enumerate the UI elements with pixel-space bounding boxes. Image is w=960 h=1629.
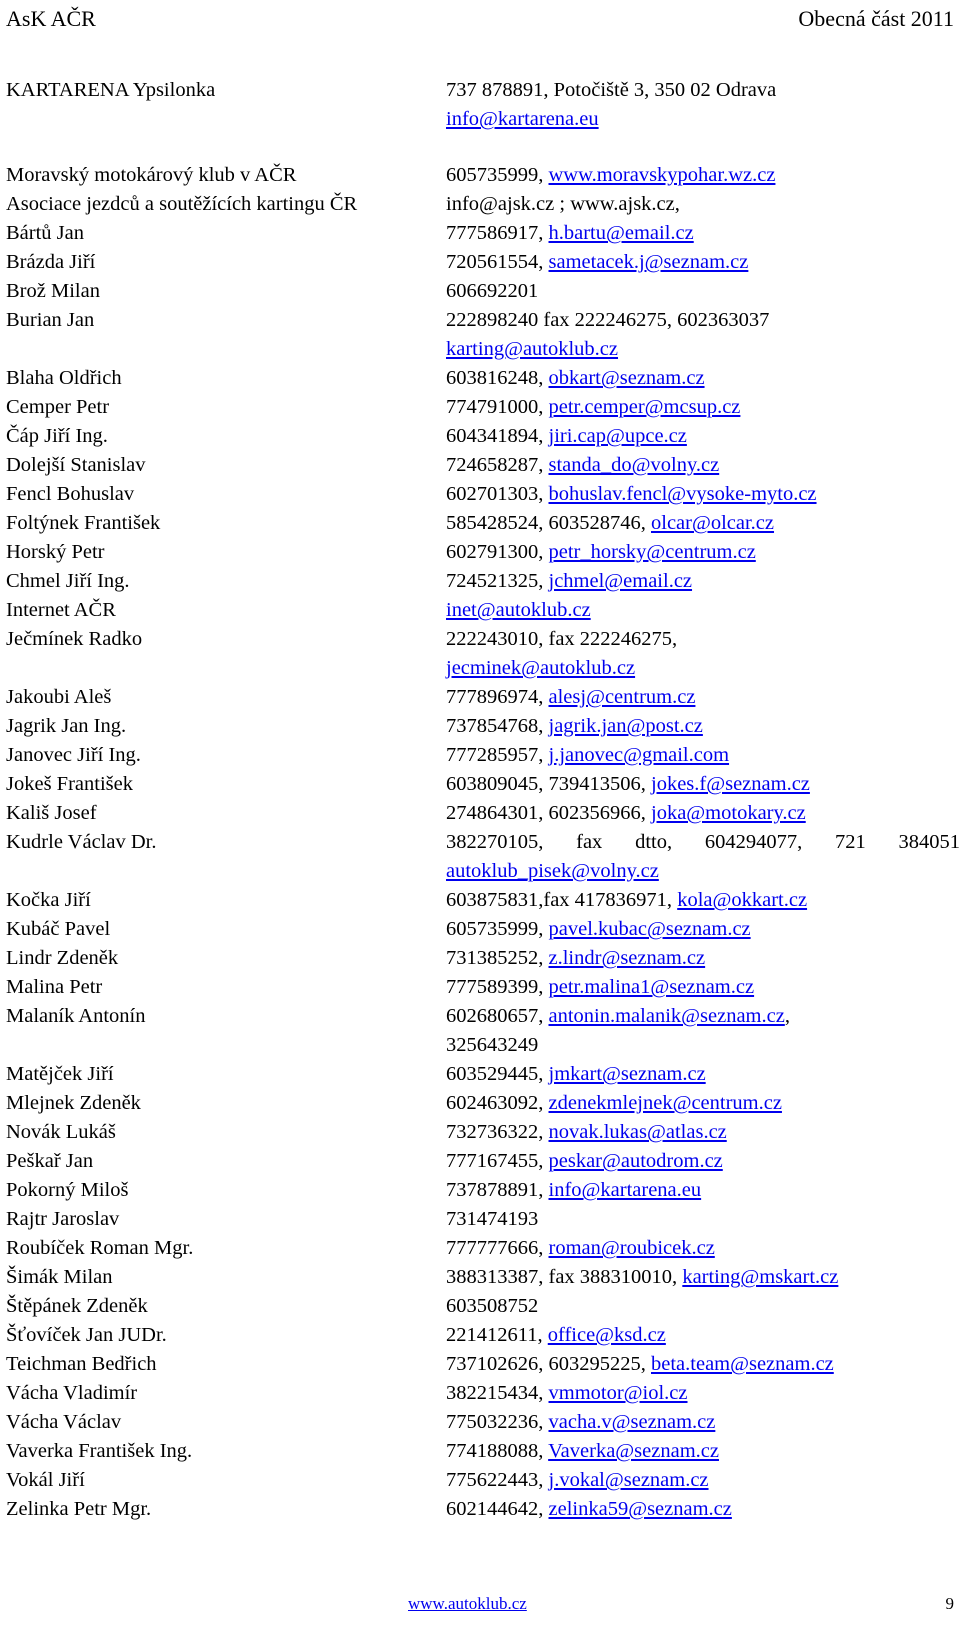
contact-name: Blaha Oldřich (6, 367, 122, 389)
contact-detail-line (446, 1205, 960, 1234)
contact-details (446, 1089, 960, 1118)
contact-detail-line (446, 828, 960, 857)
contact-name: Roubíček Roman Mgr. (6, 1237, 194, 1259)
contact-link[interactable]: sametacek.j@seznam.cz (548, 251, 749, 273)
contact-link[interactable]: zelinka59@seznam.cz (548, 1498, 732, 1520)
contact-name: Brázda Jiří (6, 251, 96, 273)
contact-name: Jagrik Jan Ing. (6, 715, 127, 737)
contact-row (0, 1089, 960, 1118)
contact-name: Kubáč Pavel (6, 918, 111, 940)
contact-text: 774791000, (446, 396, 549, 418)
contact-detail-line (446, 1002, 960, 1031)
contact-text: 604341894, (446, 425, 549, 447)
contact-link[interactable]: z.lindr@seznam.cz (548, 947, 706, 969)
contact-details (446, 1292, 960, 1321)
contact-details (446, 538, 960, 567)
contact-detail-line (446, 1379, 960, 1408)
contact-text: 606692201 (446, 280, 539, 302)
contact-link[interactable]: jecminek@autoklub.cz (446, 657, 636, 679)
contact-details (446, 1321, 960, 1350)
contact-text: 724521325, (446, 570, 549, 592)
contact-details (446, 364, 960, 393)
contact-row (0, 1263, 960, 1292)
contact-text: 605735999, (446, 918, 549, 940)
contact-text: 737854768, (446, 715, 549, 737)
contact-text: 382215434, (446, 1382, 549, 1404)
contact-row (0, 509, 960, 538)
contact-details (446, 190, 960, 219)
contact-link[interactable]: info@kartarena.eu (446, 108, 599, 130)
contact-link[interactable]: info@kartarena.eu (548, 1179, 702, 1201)
contact-name: Šimák Milan (6, 1266, 113, 1288)
header-right-title: Obecná část 2011 (798, 6, 954, 31)
contact-detail-line (446, 1118, 960, 1147)
contact-link[interactable]: novak.lukas@atlas.cz (548, 1121, 727, 1143)
contact-link[interactable]: jokes.f@seznam.cz (651, 773, 810, 795)
contact-detail-line (446, 857, 960, 886)
contact-detail-line (446, 105, 960, 134)
contact-details (446, 306, 960, 364)
contact-row (0, 1321, 960, 1350)
contact-details (446, 1060, 960, 1089)
contact-detail-line (446, 277, 960, 306)
contact-detail-line (446, 799, 960, 828)
contact-details (446, 973, 960, 1002)
contact-text: dtto, (635, 831, 673, 853)
contact-name: Novák Lukáš (6, 1121, 116, 1143)
contact-details (446, 480, 960, 509)
contact-text: 602463092, (446, 1092, 549, 1114)
contact-text: 775032236, (446, 1411, 549, 1433)
contact-row (0, 1495, 960, 1524)
contact-detail-line (446, 1292, 960, 1321)
contact-details (446, 741, 960, 770)
contact-link[interactable]: olcar@olcar.cz (651, 512, 775, 534)
contact-detail-line (446, 538, 960, 567)
contact-row (0, 886, 960, 915)
contact-link[interactable]: jagrik.jan@post.cz (548, 715, 703, 737)
contact-row (0, 944, 960, 973)
contact-row (0, 1408, 960, 1437)
contact-text: 777167455, (446, 1150, 549, 1172)
contact-name: Pokorný Miloš (6, 1179, 129, 1201)
contact-details (446, 1350, 960, 1379)
contact-text: 603529445, (446, 1063, 549, 1085)
contact-detail-line (446, 1234, 960, 1263)
contact-details (446, 770, 960, 799)
contact-detail-line (446, 712, 960, 741)
contact-name: Štěpánek Zdeněk (6, 1295, 148, 1317)
contact-details (446, 915, 960, 944)
contact-link[interactable]: bohuslav.fencl@vysoke-myto.cz (548, 483, 817, 505)
contact-detail-line (446, 248, 960, 277)
contact-detail-line (446, 1060, 960, 1089)
contact-details (446, 1205, 960, 1234)
contact-name: Kališ Josef (6, 802, 97, 824)
contact-link[interactable]: jiri.cap@upce.cz (548, 425, 687, 447)
contact-text: , (784, 1005, 790, 1027)
contact-text: 274864301, 602356966, (446, 802, 651, 824)
contact-name: Internet AČR (6, 599, 116, 621)
contact-name: Matějček Jiří (6, 1063, 114, 1085)
contact-link[interactable]: jmkart@seznam.cz (548, 1063, 706, 1085)
contact-details (446, 886, 960, 915)
header-left-title: AsK AČR (6, 6, 96, 31)
contact-row (0, 1002, 960, 1060)
contact-detail-line (446, 451, 960, 480)
page-number: 9 (945, 1594, 954, 1613)
contact-details (446, 509, 960, 538)
contact-row (0, 480, 960, 509)
contact-row (0, 915, 960, 944)
contact-text: 388313387, fax 388310010, (446, 1266, 683, 1288)
contact-text: 325643249 (446, 1034, 539, 1056)
contact-details (446, 422, 960, 451)
contact-link[interactable]: vmmotor@iol.cz (548, 1382, 688, 1404)
contact-detail-line (446, 915, 960, 944)
contact-name: Moravský motokárový klub v AČR (6, 164, 297, 186)
contact-link[interactable]: jchmel@email.cz (548, 570, 693, 592)
contact-details (446, 219, 960, 248)
contact-details (446, 393, 960, 422)
contact-text: 604294077, (704, 831, 803, 853)
contact-row (0, 1147, 960, 1176)
contact-name: Rajtr Jaroslav (6, 1208, 120, 1230)
contact-detail-line (446, 190, 960, 219)
contact-row (0, 190, 960, 219)
contact-link[interactable]: peskar@autodrom.cz (548, 1150, 723, 1172)
contact-details (446, 277, 960, 306)
contact-text: 737 878891, Potočiště 3, 350 02 Odrava (446, 79, 777, 101)
contact-details (446, 1002, 960, 1060)
contact-row (0, 538, 960, 567)
contact-row (0, 219, 960, 248)
contact-details (446, 1408, 960, 1437)
contact-text: 775622443, (446, 1469, 549, 1491)
contact-details (446, 451, 960, 480)
contact-text: 602791300, (446, 541, 549, 563)
contact-row (0, 76, 960, 134)
contact-text: 731385252, (446, 947, 549, 969)
contact-link[interactable]: joka@motokary.cz (651, 802, 806, 824)
contact-name: Dolejší Stanislav (6, 454, 146, 476)
contact-detail-line (446, 1147, 960, 1176)
contact-detail-line (446, 973, 960, 1002)
contact-link[interactable]: vacha.v@seznam.cz (548, 1411, 716, 1433)
contact-name: Jakoubi Aleš (6, 686, 112, 708)
footer-url-link[interactable]: www.autoklub.cz (408, 1594, 527, 1613)
contact-text: 777285957, (446, 744, 549, 766)
contact-details (446, 596, 960, 625)
contact-name: Brož Milan (6, 280, 100, 302)
contact-details (446, 161, 960, 190)
contact-link[interactable]: petr_horsky@centrum.cz (548, 541, 756, 563)
contact-text: fax (576, 831, 603, 853)
contact-link[interactable]: karting@autoklub.cz (446, 338, 619, 360)
contact-details (446, 1147, 960, 1176)
contact-name: Foltýnek František (6, 512, 161, 534)
contact-row (0, 683, 960, 712)
contact-row (0, 364, 960, 393)
contact-text: info@ajsk.cz ; www.ajsk.cz, (446, 193, 680, 215)
contact-detail-line (446, 422, 960, 451)
contact-text: 732736322, (446, 1121, 549, 1143)
contact-details (446, 567, 960, 596)
contact-link[interactable]: karting@mskart.cz (682, 1266, 839, 1288)
contact-details (446, 1495, 960, 1524)
contact-name: Horský Petr (6, 541, 105, 563)
contact-row (0, 741, 960, 770)
page-header (6, 6, 954, 36)
contact-link[interactable]: petr.cemper@mcsup.cz (548, 396, 741, 418)
contact-link[interactable]: petr.malina1@seznam.cz (548, 976, 755, 998)
contact-detail-line (446, 76, 960, 105)
contact-details (446, 1437, 960, 1466)
contact-text: 603508752 (446, 1295, 539, 1317)
contact-detail-line (446, 886, 960, 915)
contact-row (0, 1379, 960, 1408)
contact-detail-line (446, 625, 960, 654)
contact-text: 603875831,fax 417836971, (446, 889, 678, 911)
contact-row (0, 1466, 960, 1495)
contact-row (0, 277, 960, 306)
contact-details (446, 1118, 960, 1147)
contact-row (0, 1350, 960, 1379)
contact-details (446, 1379, 960, 1408)
contact-detail-line (446, 1321, 960, 1350)
contact-link[interactable]: j.vokal@seznam.cz (548, 1469, 709, 1491)
contact-detail-line (446, 654, 960, 683)
contact-name: Čáp Jiří Ing. (6, 425, 108, 447)
contact-text: 724658287, (446, 454, 549, 476)
contact-row (0, 306, 960, 364)
contact-name: Jokeš František (6, 773, 133, 795)
contact-text: 731474193 (446, 1208, 539, 1230)
contact-text: 737878891, (446, 1179, 549, 1201)
contact-detail-line (446, 1408, 960, 1437)
contact-row (0, 1060, 960, 1089)
contact-row (0, 973, 960, 1002)
contact-text: 605735999, (446, 164, 549, 186)
contact-detail-line (446, 335, 960, 364)
contact-row (0, 1205, 960, 1234)
contact-detail-line (446, 944, 960, 973)
contact-details (446, 625, 960, 683)
contact-name: Vokál Jiří (6, 1469, 85, 1491)
contact-details (446, 828, 960, 886)
contact-details (446, 683, 960, 712)
contact-detail-line (446, 1089, 960, 1118)
contact-detail-line (446, 1437, 960, 1466)
contact-row (0, 1118, 960, 1147)
contact-name: Kudrle Václav Dr. (6, 831, 157, 853)
contact-detail-line (446, 596, 960, 625)
contact-link[interactable]: beta.team@seznam.cz (651, 1353, 834, 1375)
contact-detail-line (446, 393, 960, 422)
contact-link[interactable]: obkart@seznam.cz (548, 367, 705, 389)
contact-name: Janovec Jiří Ing. (6, 744, 141, 766)
contact-list (0, 76, 960, 1524)
contact-name: Asociace jezdců a soutěžících kartingu ČR (6, 193, 358, 215)
contact-row (0, 625, 960, 683)
contact-details (446, 76, 960, 134)
contact-link[interactable]: antonin.malanik@seznam.cz (548, 1005, 785, 1027)
contact-name: Malina Petr (6, 976, 103, 998)
contact-text: 777586917, (446, 222, 549, 244)
contact-text: 737102626, 603295225, (446, 1353, 651, 1375)
contact-text: 221412611, (446, 1324, 548, 1346)
contact-name: Bártů Jan (6, 222, 84, 244)
contact-row (0, 1437, 960, 1466)
contact-row (0, 770, 960, 799)
contact-text: 602144642, (446, 1498, 549, 1520)
contact-detail-line (446, 1176, 960, 1205)
contact-name: Vaverka František Ing. (6, 1440, 193, 1462)
contact-row (0, 1234, 960, 1263)
contact-row (0, 567, 960, 596)
contact-detail-line (446, 1031, 960, 1060)
contact-text: 222898240 fax 222246275, 602363037 (446, 309, 770, 331)
contact-name: Lindr Zdeněk (6, 947, 119, 969)
contact-name: Teichman Bedřich (6, 1353, 157, 1375)
contact-link[interactable]: autoklub_pisek@volny.cz (446, 860, 659, 882)
contact-detail-line (446, 1466, 960, 1495)
contact-text: 384051 (898, 831, 960, 853)
section-spacer (0, 134, 960, 161)
contact-link[interactable]: standa_do@volny.cz (548, 454, 720, 476)
contact-link[interactable]: zdenekmlejnek@centrum.cz (548, 1092, 782, 1114)
contact-detail-line (446, 219, 960, 248)
contact-name: Chmel Jiří Ing. (6, 570, 130, 592)
contact-details (446, 1263, 960, 1292)
contact-name: Peškař Jan (6, 1150, 94, 1172)
contact-name: Cemper Petr (6, 396, 110, 418)
contact-detail-line (446, 1495, 960, 1524)
contact-text: 777589399, (446, 976, 549, 998)
contact-row (0, 1292, 960, 1321)
contact-row (0, 828, 960, 886)
contact-link[interactable]: roman@roubicek.cz (548, 1237, 715, 1259)
contact-name: Ječmínek Radko (6, 628, 143, 650)
contact-detail-line (446, 161, 960, 190)
contact-detail-line (446, 683, 960, 712)
contact-text: 602701303, (446, 483, 549, 505)
contact-detail-line (446, 567, 960, 596)
contact-name: Vácha Václav (6, 1411, 122, 1433)
contact-detail-line (446, 1350, 960, 1379)
contact-detail-line (446, 306, 960, 335)
contact-name: Zelinka Petr Mgr. (6, 1498, 152, 1520)
contact-link[interactable]: inet@autoklub.cz (446, 599, 591, 621)
contact-details (446, 712, 960, 741)
contact-name: Vácha Vladimír (6, 1382, 138, 1404)
contact-detail-line (446, 770, 960, 799)
contact-details (446, 1466, 960, 1495)
contact-text: 720561554, (446, 251, 549, 273)
contact-name: KARTARENA Ypsilonka (6, 79, 216, 101)
contact-text: 585428524, 603528746, (446, 512, 651, 534)
contact-details (446, 799, 960, 828)
contact-row (0, 248, 960, 277)
contact-detail-line (446, 741, 960, 770)
contact-row (0, 712, 960, 741)
contact-text: 382270105, (446, 831, 544, 853)
contact-link[interactable]: alesj@centrum.cz (548, 686, 696, 708)
contact-name: Burian Jan (6, 309, 95, 331)
contact-row (0, 596, 960, 625)
contact-text: 603809045, 739413506, (446, 773, 651, 795)
contact-row (0, 422, 960, 451)
contact-text: 777777666, (446, 1237, 549, 1259)
contact-name: Fencl Bohuslav (6, 483, 135, 505)
contact-details (446, 248, 960, 277)
contact-details (446, 1234, 960, 1263)
contact-row (0, 393, 960, 422)
contact-row (0, 799, 960, 828)
contact-name: Malaník Antonín (6, 1005, 146, 1027)
contact-text: 721 (834, 831, 866, 853)
contact-detail-line (446, 480, 960, 509)
contact-link[interactable]: h.bartu@email.cz (548, 222, 694, 244)
contact-text: 602680657, (446, 1005, 549, 1027)
contact-link[interactable]: office@ksd.cz (547, 1324, 666, 1346)
contact-link[interactable]: j.janovec@gmail.com (548, 744, 730, 766)
contact-text: 774188088, (446, 1440, 549, 1462)
contact-link[interactable]: kola@okkart.cz (677, 889, 808, 911)
contact-text: 222243010, fax 222246275, (446, 628, 678, 650)
contact-detail-line (446, 509, 960, 538)
contact-details (446, 944, 960, 973)
contact-detail-line (446, 364, 960, 393)
contact-text: 603816248, (446, 367, 549, 389)
contact-link[interactable]: pavel.kubac@seznam.cz (548, 918, 751, 940)
contact-detail-line (446, 1263, 960, 1292)
contact-row (0, 1176, 960, 1205)
contact-link[interactable]: Vaverka@seznam.cz (548, 1440, 719, 1462)
contact-link[interactable]: www.moravskypohar.wz.cz (548, 164, 776, 186)
contact-name: Šťovíček Jan JUDr. (6, 1324, 167, 1346)
contact-row (0, 161, 960, 190)
contact-text: 777896974, (446, 686, 549, 708)
contact-row (0, 451, 960, 480)
contact-name: Mlejnek Zdeněk (6, 1092, 141, 1114)
contact-details (446, 1176, 960, 1205)
contact-name: Kočka Jiří (6, 889, 91, 911)
